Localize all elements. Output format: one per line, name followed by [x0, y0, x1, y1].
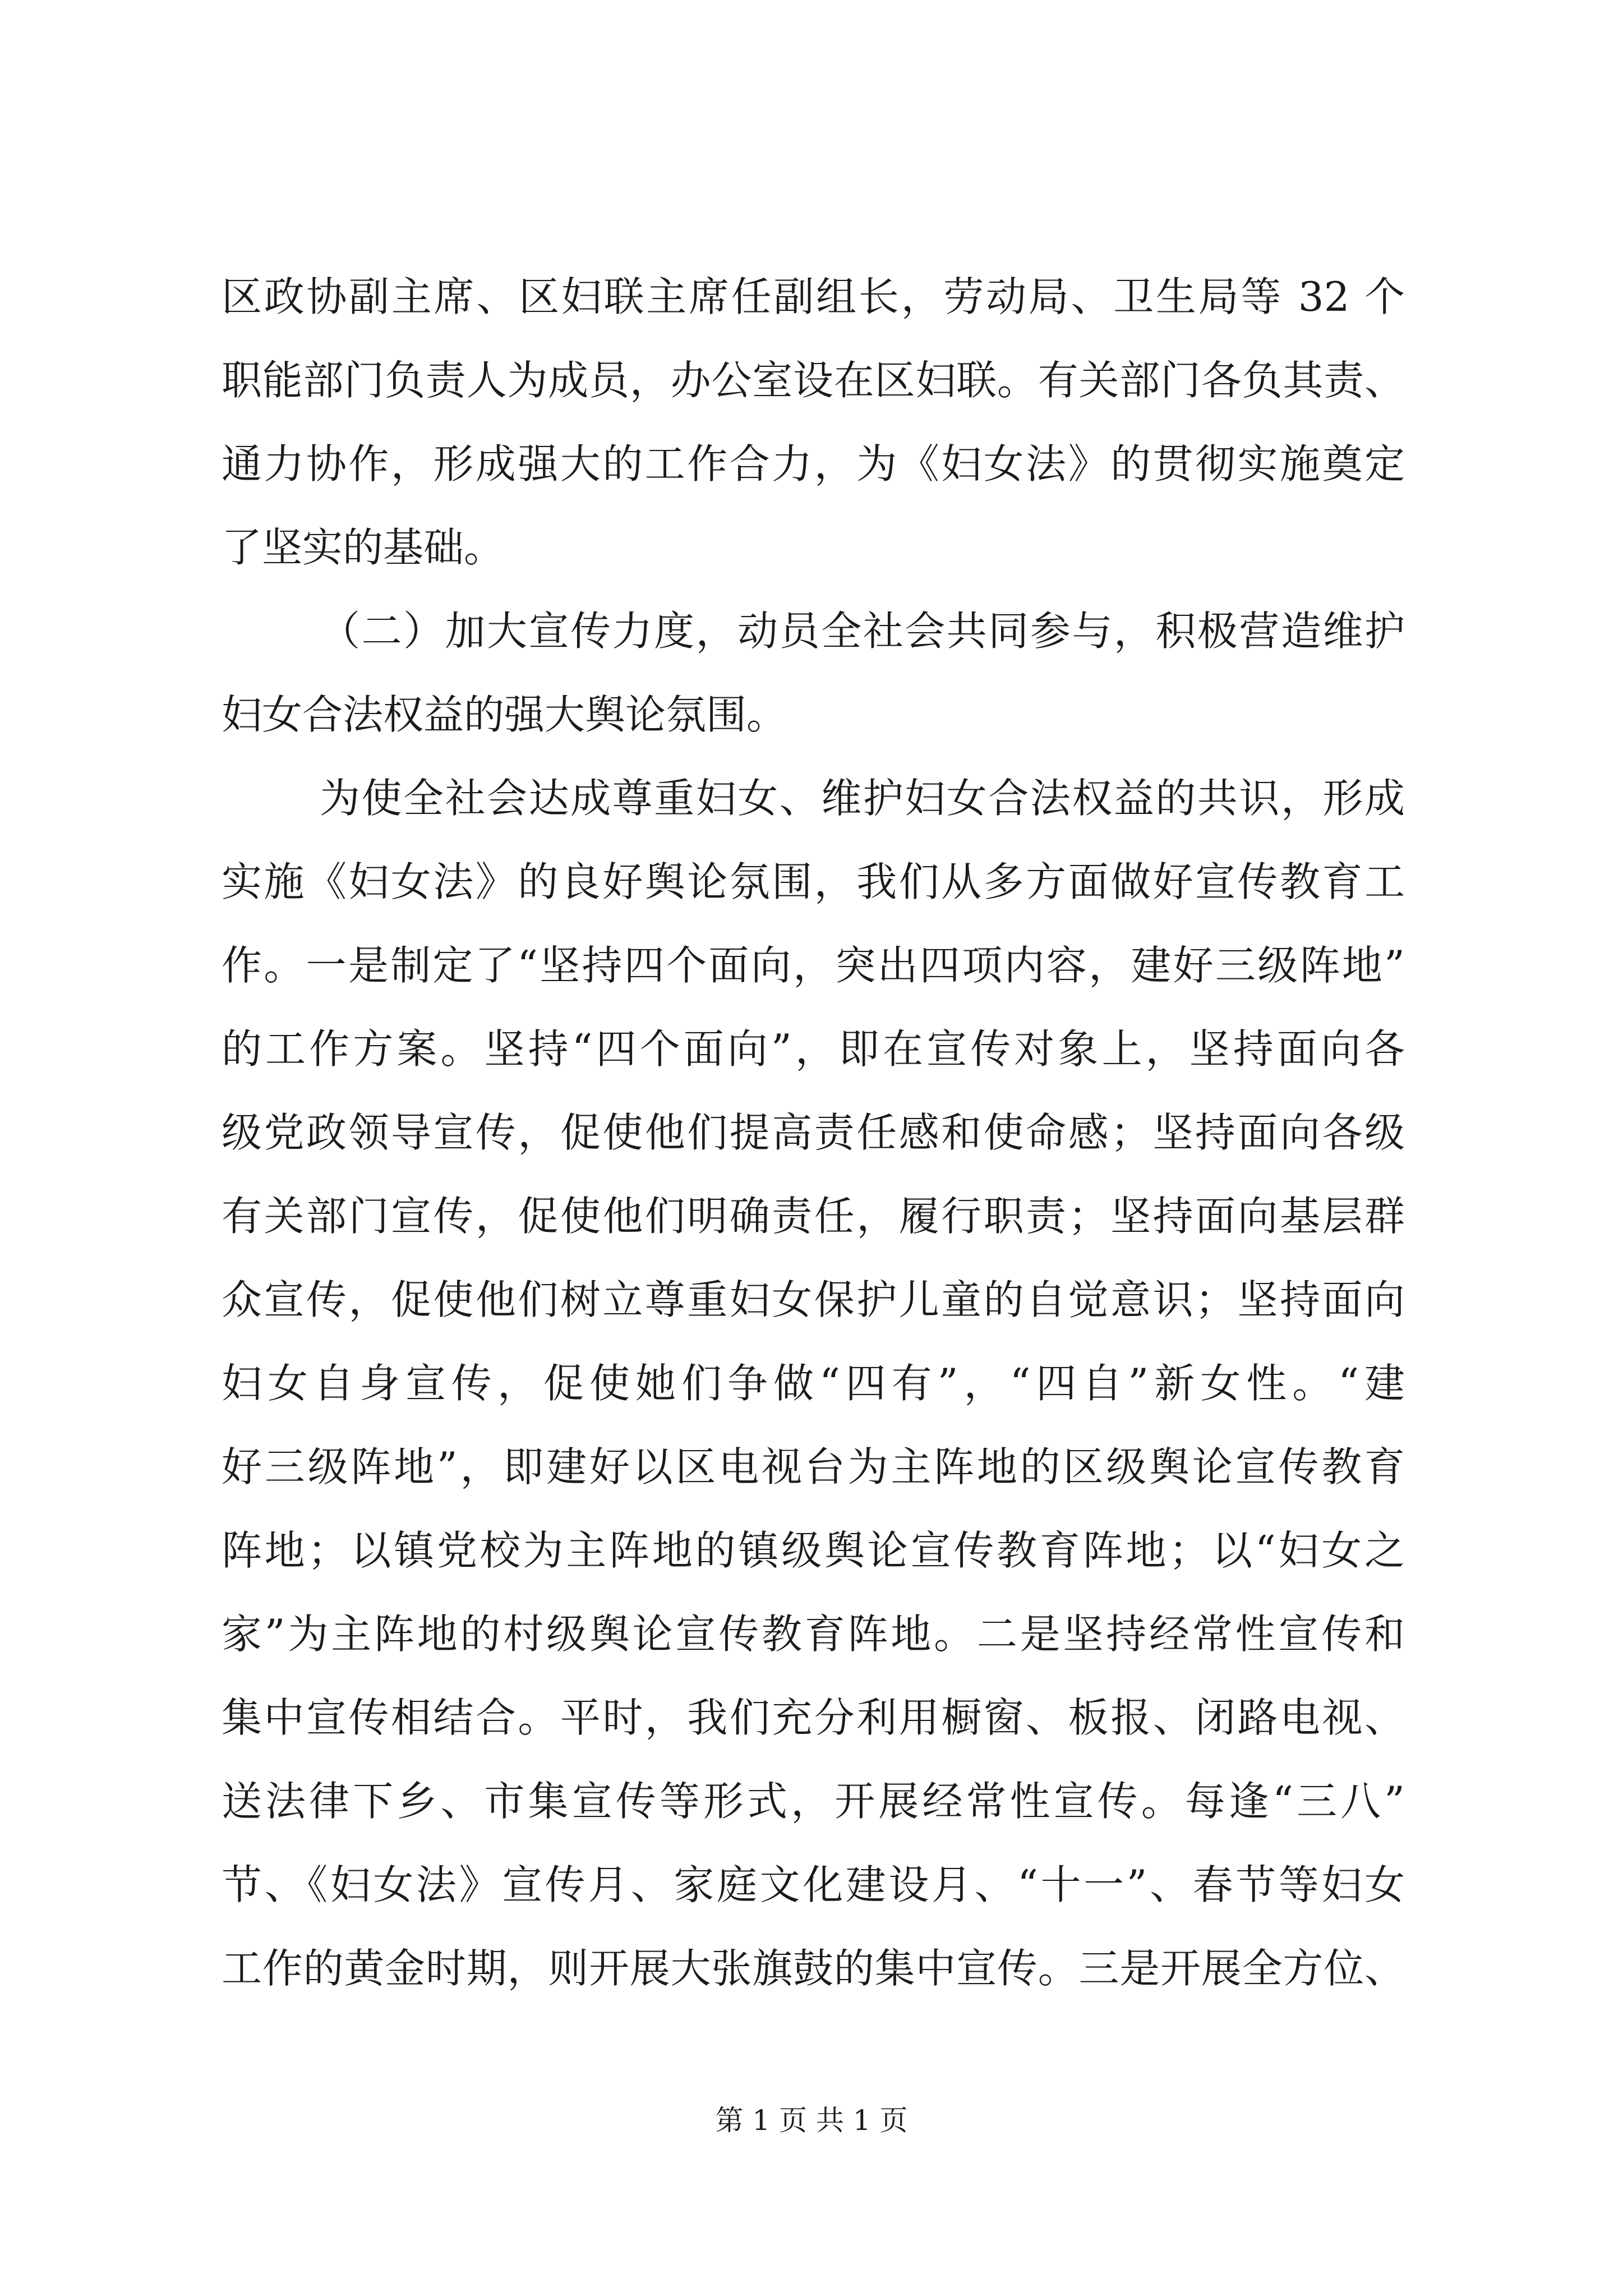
page-number-footer: 第 1 页 共 1 页 [715, 2104, 908, 2137]
text-line: 为使全社会达成尊重妇女、维护妇女合法权益的共识，形成 [320, 775, 1405, 822]
text-line: 有关部门宣传，促使他们明确责任，履行职责；坚持面向基层群 [222, 1193, 1405, 1240]
text-line: 妇女自身宣传，促使她们争做“四有”，“四自”新女性。“建 [222, 1360, 1405, 1407]
section-heading-line: （二）加大宣传力度，动员全社会共同参与，积极营造维护 [320, 608, 1405, 655]
text-line: 职能部门负责人为成员，办公室设在区妇联。有关部门各负其责、 [222, 357, 1405, 404]
text-line: 送法律下乡、市集宣传等形式，开展经常性宣传。每逢“三八” [222, 1778, 1405, 1825]
text-line: 节、《妇女法》宣传月、家庭文化建设月、“十一”、春节等妇女 [222, 1861, 1405, 1908]
text-line: 作。一是制定了“坚持四个面向，突出四项内容，建好三级阵地” [222, 942, 1405, 989]
text-line: 家”为主阵地的村级舆论宣传教育阵地。二是坚持经常性宣传和 [222, 1611, 1405, 1658]
section-heading-line: 妇女合法权益的强大舆论氛围。 [222, 691, 787, 738]
text-line: 了坚实的基础。 [222, 524, 505, 571]
document-body [222, 255, 1405, 2010]
text-line: 区政协副主席、区妇联主席任副组长，劳动局、卫生局等 32 个 [222, 273, 1405, 320]
text-line: 众宣传，促使他们树立尊重妇女保护儿童的自觉意识；坚持面向 [222, 1276, 1405, 1323]
text-line: 的工作方案。坚持“四个面向”，即在宣传对象上，坚持面向各 [222, 1025, 1405, 1073]
text-line: 好三级阵地”，即建好以区电视台为主阵地的区级舆论宣传教育 [222, 1443, 1405, 1490]
text-line: 级党政领导宣传，促使他们提高责任感和使命感；坚持面向各级 [222, 1109, 1405, 1156]
text-line: 工作的黄金时期，则开展大张旗鼓的集中宣传。三是开展全方位、 [222, 1945, 1405, 1992]
text-line: 实施《妇女法》的良好舆论氛围，我们从多方面做好宣传教育工 [222, 858, 1405, 905]
text-line: 通力协作，形成强大的工作合力，为《妇女法》的贯彻实施奠定 [222, 440, 1405, 487]
text-line: 阵地；以镇党校为主阵地的镇级舆论宣传教育阵地；以“妇女之 [222, 1527, 1405, 1574]
text-line: 集中宣传相结合。平时，我们充分利用橱窗、板报、闭路电视、 [222, 1694, 1405, 1741]
